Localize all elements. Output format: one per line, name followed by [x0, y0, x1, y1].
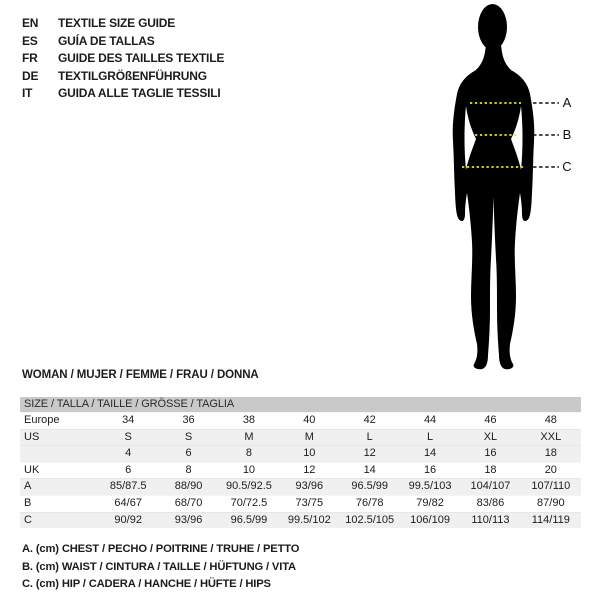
size-cell: 64/67 — [114, 496, 142, 509]
table-row — [20, 478, 581, 495]
size-table-header: SIZE / TALLA / TAILLE / GRÖSSE / TAGLIA — [20, 397, 581, 412]
size-cell: 10 — [303, 447, 316, 460]
row-label: UK — [24, 463, 40, 476]
size-cell: 20 — [544, 463, 557, 476]
size-cell: 4 — [125, 447, 132, 460]
language-code: IT — [22, 86, 33, 101]
size-cell: 18 — [544, 447, 557, 460]
language-code: DE — [22, 68, 39, 83]
size-cell: S — [184, 430, 193, 443]
size-cell: XXL — [540, 430, 562, 443]
size-cell: 68/70 — [174, 496, 203, 509]
language-row — [22, 68, 224, 86]
guide-title: GUIDE DES TAILLES TEXTILE — [58, 51, 225, 66]
size-cell: 76/78 — [355, 496, 384, 509]
table-row — [20, 429, 581, 446]
row-label: US — [24, 430, 40, 443]
size-cell: 16 — [423, 463, 437, 476]
size-cell: 88/90 — [174, 480, 203, 493]
size-table — [20, 397, 581, 528]
language-row — [22, 33, 224, 51]
row-label: C — [24, 513, 32, 526]
row-label: B — [24, 496, 32, 509]
size-cell: 83/86 — [476, 496, 505, 509]
size-cell: 6 — [185, 447, 192, 460]
size-table-body — [20, 412, 581, 528]
table-row — [20, 445, 581, 462]
size-cell: 12 — [303, 463, 316, 476]
size-cell: 12 — [363, 447, 376, 460]
language-code: FR — [22, 51, 38, 66]
size-cell: L — [366, 430, 373, 443]
marker-label-chest: A — [562, 95, 572, 110]
size-cell: 87/90 — [537, 496, 565, 509]
table-row — [20, 495, 581, 512]
size-cell: 38 — [242, 414, 256, 426]
body-measurement-figure — [420, 0, 600, 382]
size-cell: 73/75 — [295, 496, 324, 509]
language-title-list — [22, 15, 224, 103]
table-row — [20, 462, 581, 479]
size-cell: 70/72.5 — [230, 496, 268, 509]
size-cell: 42 — [363, 414, 376, 426]
row-label — [20, 446, 98, 462]
size-cell: 16 — [484, 447, 497, 460]
row-label: Europe — [24, 414, 60, 426]
guide-title: TEXTILGRÖßENFÜHRUNG — [58, 68, 207, 83]
size-cell: 90.5/92.5 — [226, 480, 272, 493]
marker-label-waist: B — [562, 127, 572, 142]
size-cell: 107/110 — [531, 480, 571, 493]
language-row — [22, 85, 224, 103]
marker-label-hip: C — [562, 159, 572, 174]
size-cell: 8 — [185, 463, 192, 476]
table-row — [20, 512, 581, 529]
size-cell: 104/107 — [470, 480, 511, 493]
language-code: EN — [22, 16, 39, 30]
gender-section-title: WOMAN / MUJER / FEMME / FRAU / DONNA — [22, 369, 259, 381]
size-cell: 99.5/102 — [287, 513, 331, 526]
size-cell: S — [124, 430, 132, 443]
size-cell: 14 — [363, 463, 376, 476]
size-cell: 85/87.5 — [109, 480, 147, 493]
guide-title: TEXTILE SIZE GUIDE — [58, 16, 176, 30]
row-label: A — [24, 480, 32, 493]
legend-row: A. (cm) CHEST / PECHO / POITRINE / TRUHE / PETTO — [22, 543, 300, 555]
size-cell: 90/92 — [114, 513, 142, 526]
size-cell: 10 — [242, 463, 256, 476]
size-cell: M — [244, 430, 254, 443]
woman-silhouette — [420, 0, 600, 382]
size-cell: 96.5/99 — [351, 480, 389, 493]
size-cell: 14 — [423, 447, 437, 460]
size-cell: 48 — [544, 414, 557, 426]
language-code: ES — [22, 33, 38, 48]
size-cell: 102.5/105 — [345, 513, 395, 526]
size-cell: 93/96 — [174, 513, 203, 526]
size-cell: XL — [483, 430, 498, 443]
size-cell: 6 — [125, 463, 132, 476]
guide-title: GUIDA ALLE TAGLIE TESSILI — [58, 86, 221, 101]
size-cell: 36 — [182, 414, 195, 426]
size-cell: 40 — [303, 414, 316, 426]
size-cell: 99.5/103 — [408, 480, 452, 493]
size-cell: 8 — [245, 447, 252, 460]
guide-title: GUÍA DE TALLAS — [58, 33, 155, 48]
size-cell: 44 — [423, 414, 437, 426]
size-cell: 18 — [484, 463, 497, 476]
size-cell: 79/82 — [416, 496, 444, 509]
size-cell: 34 — [122, 414, 135, 426]
table-row — [20, 412, 581, 429]
measurement-legend — [22, 541, 299, 594]
size-cell: 96.5/99 — [230, 513, 268, 526]
language-row — [22, 15, 224, 33]
legend-row: C. (cm) HIP / CADERA / HANCHE / HÜFTE / HIPS — [22, 578, 271, 591]
size-cell: 110/113 — [471, 513, 510, 526]
size-cell: 114/119 — [531, 513, 570, 526]
size-cell: M — [304, 430, 314, 443]
size-cell: 46 — [484, 414, 497, 426]
legend-row: B. (cm) WAIST / CINTURA / TAILLE / HÜFTUNG / VITA — [22, 560, 296, 573]
size-cell: 106/109 — [410, 513, 450, 526]
language-row — [22, 50, 224, 68]
size-cell: 93/96 — [295, 480, 324, 493]
size-cell: L — [427, 430, 434, 443]
